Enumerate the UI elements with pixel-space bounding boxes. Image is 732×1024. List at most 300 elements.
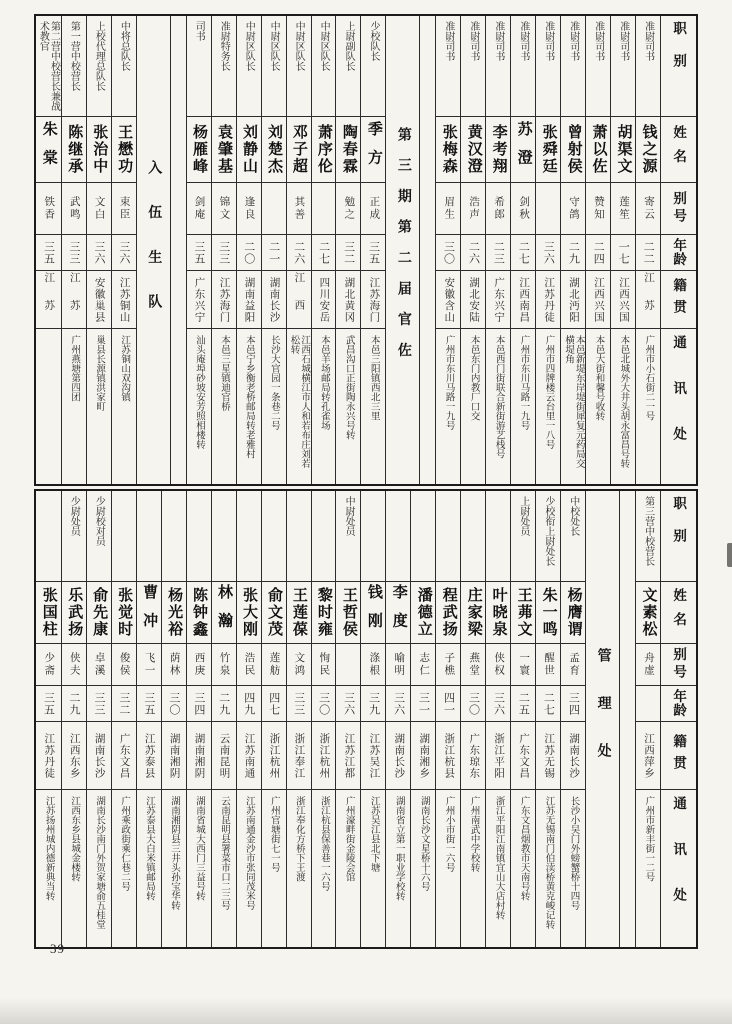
native-cell xyxy=(237,722,261,790)
alias-cell xyxy=(486,644,510,686)
alias-text: 喻明 xyxy=(393,652,405,677)
age-text: 二二 xyxy=(642,240,655,265)
native-cell xyxy=(262,722,286,790)
rank-cell xyxy=(187,16,211,117)
alias-text: 眉生 xyxy=(443,196,455,221)
name-text: 朱棠 xyxy=(40,121,57,178)
entry-column xyxy=(335,491,360,947)
address-text: 江苏南通金沙市张同茂米号 xyxy=(243,796,254,910)
name-text: 杨光裕 xyxy=(166,587,183,638)
name-cell xyxy=(411,582,435,644)
age-cell xyxy=(436,235,460,271)
alias-text: 寄云 xyxy=(642,196,654,221)
age-cell xyxy=(237,235,261,271)
name-text: 张觉时 xyxy=(116,587,133,638)
address-text: 广州市四牌楼云台里一八号 xyxy=(543,335,554,449)
native-text: 浙江杭县 xyxy=(443,732,455,779)
rank-text: 少校队长 xyxy=(368,21,380,61)
age-text: 三六 xyxy=(117,240,130,265)
alias-cell xyxy=(561,183,585,235)
address-text: 云南昆明县署菜市口二三号 xyxy=(218,796,229,910)
rank-text: 准尉司书 xyxy=(617,21,629,61)
entry-column xyxy=(111,16,136,484)
rank-text: 第三营中校营长 xyxy=(642,496,654,566)
alias-cell xyxy=(611,183,635,235)
name-text: 刘静山 xyxy=(240,124,257,175)
native-text: 江苏南通 xyxy=(243,732,255,779)
entry-column xyxy=(236,16,261,484)
rank-cell xyxy=(137,491,161,582)
name-text: 张梅森 xyxy=(440,124,457,175)
address-cell xyxy=(287,790,311,947)
entry-column xyxy=(410,491,435,947)
native-text: 湖北沔阳 xyxy=(568,276,580,323)
entry-column xyxy=(186,491,211,947)
name-text: 潘德立 xyxy=(415,587,432,638)
rank-cell xyxy=(336,16,360,117)
header-alias-text: 别号 xyxy=(671,190,687,227)
alias-text: 侠夫 xyxy=(68,652,80,677)
age-text: 二一 xyxy=(267,240,280,265)
address-text: 广州市东川马路一九号 xyxy=(443,335,454,430)
entry-column xyxy=(485,16,510,484)
native-text: 江苏 xyxy=(68,272,80,327)
native-cell xyxy=(486,271,510,329)
entry-column xyxy=(360,491,385,947)
native-text: 湖南湘阴 xyxy=(193,732,205,779)
entry-column xyxy=(286,16,311,484)
native-cell xyxy=(436,271,460,329)
rank-text: 少尉处员 xyxy=(68,496,80,536)
native-text: 江西南昌 xyxy=(518,276,530,323)
alias-cell xyxy=(312,644,336,686)
native-cell xyxy=(237,271,261,329)
entry-column xyxy=(510,491,535,947)
address-text: 江苏无锡南门伯渎桥黄克峻记转 xyxy=(543,796,554,929)
native-cell xyxy=(536,722,560,790)
rank-text: 中尉区队长 xyxy=(318,21,330,71)
address-text: 浙江平阳江南镇宜山大店村转 xyxy=(493,796,504,920)
alias-cell xyxy=(336,644,360,686)
address-cell xyxy=(636,329,660,484)
alias-cell xyxy=(511,644,535,686)
address-text: 浙江杭县保善巷一六号 xyxy=(318,796,329,891)
alias-cell xyxy=(36,644,61,686)
alias-text: 浩民 xyxy=(243,652,255,677)
native-text: 湖南长沙 xyxy=(93,732,105,779)
age-text: 三五 xyxy=(42,240,55,265)
header-address-text: 通讯处 xyxy=(671,335,687,473)
name-cell xyxy=(262,117,286,183)
rank-text: 中尉区队长 xyxy=(293,21,305,71)
rank-text: 中将总队长 xyxy=(118,21,130,71)
age-text: 三四 xyxy=(567,691,580,716)
name-text: 萧序伦 xyxy=(315,124,332,175)
name-cell xyxy=(486,582,510,644)
age-cell xyxy=(62,686,86,722)
rank-cell xyxy=(561,491,585,582)
age-text: 四七 xyxy=(267,691,280,716)
age-text: 二〇 xyxy=(242,240,255,265)
native-text: 湖北黄冈 xyxy=(343,276,355,323)
roster-table-bottom xyxy=(34,489,698,949)
header-alias-label xyxy=(661,644,696,686)
age-cell xyxy=(62,235,86,271)
name-cell xyxy=(461,582,485,644)
rank-text: 准尉司书 xyxy=(542,21,554,61)
rank-cell xyxy=(636,491,660,582)
alias-cell xyxy=(287,183,311,235)
rank-text: 准尉司书 xyxy=(642,21,654,61)
address-cell xyxy=(586,329,610,484)
name-cell xyxy=(212,117,236,183)
entry-column xyxy=(635,491,660,947)
alias-cell xyxy=(262,183,286,235)
name-cell xyxy=(287,117,311,183)
name-cell xyxy=(536,582,560,644)
rank-cell xyxy=(212,16,236,117)
native-cell xyxy=(187,722,211,790)
alias-text: 少斋 xyxy=(43,652,55,677)
alias-cell xyxy=(212,183,236,235)
age-text: 三六 xyxy=(342,691,355,716)
rank-text: 第二营中校营长兼战术教官 xyxy=(37,21,60,111)
age-cell xyxy=(87,235,111,271)
rank-cell xyxy=(237,16,261,117)
rank-cell xyxy=(312,491,336,582)
native-cell xyxy=(536,271,560,329)
name-cell xyxy=(561,117,585,183)
native-text: 云南昆明 xyxy=(218,732,230,779)
age-cell xyxy=(586,235,610,271)
native-cell xyxy=(386,722,410,790)
rank-text: 上校代理总队长 xyxy=(93,21,105,91)
native-text: 湖南湘阴 xyxy=(168,732,180,779)
entry-column xyxy=(385,491,410,947)
address-cell xyxy=(336,790,360,947)
address-text: 广州小市街一六号 xyxy=(443,796,454,872)
rank-text: 准尉司书 xyxy=(592,21,604,61)
address-text: 长沙大官园一条巷二号 xyxy=(268,335,279,430)
entry-column xyxy=(610,16,635,484)
address-cell xyxy=(137,790,161,947)
alias-text: 荫林 xyxy=(168,652,180,677)
name-cell xyxy=(636,582,660,644)
age-cell xyxy=(386,686,410,722)
rank-cell xyxy=(162,491,186,582)
rank-text: 准尉司书 xyxy=(442,21,454,61)
alias-cell xyxy=(461,644,485,686)
native-cell xyxy=(461,271,485,329)
alias-cell xyxy=(536,644,560,686)
age-cell xyxy=(137,686,161,722)
address-cell xyxy=(287,329,311,484)
alias-cell xyxy=(461,183,485,235)
header-name-text: 姓名 xyxy=(671,125,687,174)
name-cell xyxy=(312,582,336,644)
rank-text: 中尉区队长 xyxy=(268,21,280,71)
rank-text: 准尉司书 xyxy=(492,21,504,61)
name-cell xyxy=(336,117,360,183)
entry-column xyxy=(485,491,510,947)
entry-column xyxy=(186,16,211,484)
name-text: 季方 xyxy=(365,121,382,178)
name-text: 张大刚 xyxy=(240,587,257,638)
rank-cell xyxy=(62,16,86,117)
name-text: 李考翔 xyxy=(490,124,507,175)
native-cell xyxy=(87,722,111,790)
age-cell xyxy=(461,235,485,271)
name-text: 乐武扬 xyxy=(66,587,83,638)
rank-cell xyxy=(386,491,410,582)
section-title-column xyxy=(136,16,170,484)
native-cell xyxy=(112,271,136,329)
address-text: 江苏扬州城内德新典当转 xyxy=(43,796,54,901)
rank-cell xyxy=(112,16,136,117)
rank-text: 准尉司书 xyxy=(467,21,479,61)
name-text: 苏澄 xyxy=(515,121,532,178)
native-cell xyxy=(336,722,360,790)
name-text: 黎时雍 xyxy=(315,587,332,638)
native-text: 江苏 xyxy=(642,272,654,327)
entry-column xyxy=(236,491,261,947)
alias-text: 孟育 xyxy=(568,652,580,677)
alias-text: 剑庵 xyxy=(193,196,205,221)
name-cell xyxy=(87,582,111,644)
age-cell xyxy=(112,686,136,722)
rank-cell xyxy=(436,491,460,582)
age-cell xyxy=(511,235,535,271)
name-text: 俞先康 xyxy=(91,587,108,638)
rank-cell xyxy=(436,16,460,117)
name-text: 陈钟鑫 xyxy=(191,587,208,638)
address-cell xyxy=(386,790,410,947)
name-cell xyxy=(212,582,236,644)
rank-cell xyxy=(287,16,311,117)
name-cell xyxy=(536,117,560,183)
age-text: 三六 xyxy=(92,240,105,265)
alias-text: 一寰 xyxy=(518,652,530,677)
age-text: 二九 xyxy=(67,691,80,716)
header-name-text: 姓名 xyxy=(671,588,687,637)
age-cell xyxy=(436,686,460,722)
entry-column xyxy=(435,16,460,484)
address-cell xyxy=(436,329,460,484)
alias-cell xyxy=(237,183,261,235)
address-cell xyxy=(336,329,360,484)
rank-cell xyxy=(586,16,610,117)
header-rank-label xyxy=(661,16,696,117)
address-text: 汕头庵埠砂坡安芳照相楼转 xyxy=(193,335,204,449)
age-text: 二七 xyxy=(542,691,555,716)
age-cell xyxy=(287,235,311,271)
age-text: 三〇 xyxy=(442,240,455,265)
age-cell xyxy=(561,235,585,271)
native-text: 江西萍乡 xyxy=(642,732,654,779)
address-cell xyxy=(361,790,385,947)
alias-text: 醒世 xyxy=(543,652,555,677)
alias-text: 勉之 xyxy=(343,196,355,221)
native-text: 湖北安陆 xyxy=(468,276,480,323)
age-text: 三五 xyxy=(42,691,55,716)
address-cell xyxy=(361,329,385,484)
address-text: 本邑三阳镇西北三里 xyxy=(368,335,379,421)
age-text: 三〇 xyxy=(317,691,330,716)
native-text: 浙江杭州 xyxy=(318,732,330,779)
native-text: 江苏 xyxy=(43,272,55,327)
native-cell xyxy=(361,271,385,329)
name-text: 钱刚 xyxy=(365,584,382,641)
address-text: 本邑新堤东岸堤街犀复元药局交横堤角 xyxy=(563,335,584,468)
header-name-label xyxy=(661,117,696,183)
name-text: 袁肇基 xyxy=(216,124,233,175)
native-cell xyxy=(436,722,460,790)
address-cell xyxy=(611,329,635,484)
age-cell xyxy=(611,235,635,271)
spacer-column xyxy=(619,491,635,947)
header-column xyxy=(660,16,696,484)
alias-cell xyxy=(87,644,111,686)
alias-cell xyxy=(287,644,311,686)
name-text: 黄汉澄 xyxy=(465,124,482,175)
header-native-label xyxy=(661,271,696,329)
header-rank-text: 职别 xyxy=(671,21,687,86)
age-cell xyxy=(287,686,311,722)
native-text: 江西东乡 xyxy=(68,732,80,779)
age-cell xyxy=(336,235,360,271)
name-text: 庄家梁 xyxy=(465,587,482,638)
name-cell xyxy=(586,117,610,183)
alias-text: 侠权 xyxy=(493,652,505,677)
header-age-label xyxy=(661,235,696,271)
name-cell xyxy=(36,582,61,644)
address-text: 江苏铜山双沟镇 xyxy=(119,335,130,402)
native-cell xyxy=(212,271,236,329)
rank-text: 准尉司书 xyxy=(517,21,529,61)
address-cell xyxy=(87,790,111,947)
native-cell xyxy=(336,271,360,329)
native-cell xyxy=(361,722,385,790)
rank-cell xyxy=(62,491,86,582)
native-text: 湖南长沙 xyxy=(568,732,580,779)
entry-column xyxy=(585,16,610,484)
address-text: 广州乘政街乘仁巷二号 xyxy=(119,796,130,891)
spacer-column xyxy=(419,16,435,484)
name-text: 钱之源 xyxy=(640,124,657,175)
name-cell xyxy=(137,582,161,644)
name-cell xyxy=(287,582,311,644)
native-text: 江苏海门 xyxy=(368,276,380,323)
address-text: 广州濠畔街金陵会馆 xyxy=(343,796,354,882)
native-text: 湖南益阳 xyxy=(243,276,255,323)
header-native-text: 籍贯 xyxy=(671,733,687,778)
native-cell xyxy=(62,722,86,790)
native-cell xyxy=(411,722,435,790)
native-text: 江西兴国 xyxy=(617,276,629,323)
name-text: 胡渠文 xyxy=(615,124,632,175)
alias-cell xyxy=(486,183,510,235)
address-cell xyxy=(536,329,560,484)
age-text: 三六 xyxy=(392,691,405,716)
native-text: 广东兴宁 xyxy=(193,276,205,323)
entry-column xyxy=(311,16,336,484)
name-cell xyxy=(87,117,111,183)
alias-cell xyxy=(561,644,585,686)
native-text: 广东兴宁 xyxy=(493,276,505,323)
native-cell xyxy=(162,722,186,790)
address-cell xyxy=(36,329,61,484)
alias-text: 赞知 xyxy=(593,196,605,221)
entry-column xyxy=(36,16,61,484)
name-cell xyxy=(461,117,485,183)
name-text: 杨膺谓 xyxy=(565,587,582,638)
entry-column xyxy=(86,16,111,484)
header-native-text: 籍贯 xyxy=(671,277,687,322)
rank-cell xyxy=(187,491,211,582)
rank-cell xyxy=(361,16,385,117)
address-text: 武昌沟口正街陶永兴号转 xyxy=(343,335,354,440)
rank-cell xyxy=(486,491,510,582)
native-text: 江苏丹徒 xyxy=(543,276,555,323)
alias-cell xyxy=(36,183,61,235)
alias-cell xyxy=(536,183,560,235)
rank-cell xyxy=(511,491,535,582)
age-cell xyxy=(361,235,385,271)
name-text: 叶晓泉 xyxy=(490,587,507,638)
address-cell xyxy=(62,329,86,484)
alias-cell xyxy=(237,644,261,686)
address-cell xyxy=(312,329,336,484)
native-text: 江苏海门 xyxy=(218,276,230,323)
entry-column xyxy=(560,16,585,484)
name-cell xyxy=(62,582,86,644)
entry-column xyxy=(211,491,236,947)
age-text: 三五 xyxy=(192,240,205,265)
name-cell xyxy=(187,117,211,183)
age-text: 一七 xyxy=(617,240,630,265)
name-text: 文素松 xyxy=(640,587,657,638)
age-text: 二六 xyxy=(467,240,480,265)
header-rank-label xyxy=(661,491,696,582)
alias-text: 其善 xyxy=(293,196,305,221)
rank-text: 中尉区队长 xyxy=(243,21,255,71)
section-title: 入伍生队 xyxy=(146,160,162,340)
age-text: 三三 xyxy=(217,240,230,265)
age-cell xyxy=(536,235,560,271)
rank-cell xyxy=(461,16,485,117)
address-text: 本邑大街和馨号收转 xyxy=(593,335,604,421)
native-text: 江苏吴江 xyxy=(368,732,380,779)
name-cell xyxy=(511,117,535,183)
header-age-text: 年龄 xyxy=(671,689,687,718)
entry-column xyxy=(136,491,161,947)
name-cell xyxy=(361,582,385,644)
address-cell xyxy=(262,329,286,484)
native-text: 江苏丹徒 xyxy=(43,732,55,779)
native-cell xyxy=(461,722,485,790)
address-text: 湖南长沙文星桥十六号 xyxy=(418,796,429,891)
alias-cell xyxy=(361,183,385,235)
address-text: 广州南武中学校转 xyxy=(468,796,479,872)
address-text: 广州官塘街七一号 xyxy=(268,796,279,872)
native-cell xyxy=(287,271,311,329)
alias-text: 志仁 xyxy=(418,652,430,677)
alias-text: 守鸽 xyxy=(568,196,580,221)
age-cell xyxy=(262,235,286,271)
age-cell xyxy=(212,686,236,722)
alias-cell xyxy=(137,644,161,686)
page-number: 39 xyxy=(50,941,65,956)
